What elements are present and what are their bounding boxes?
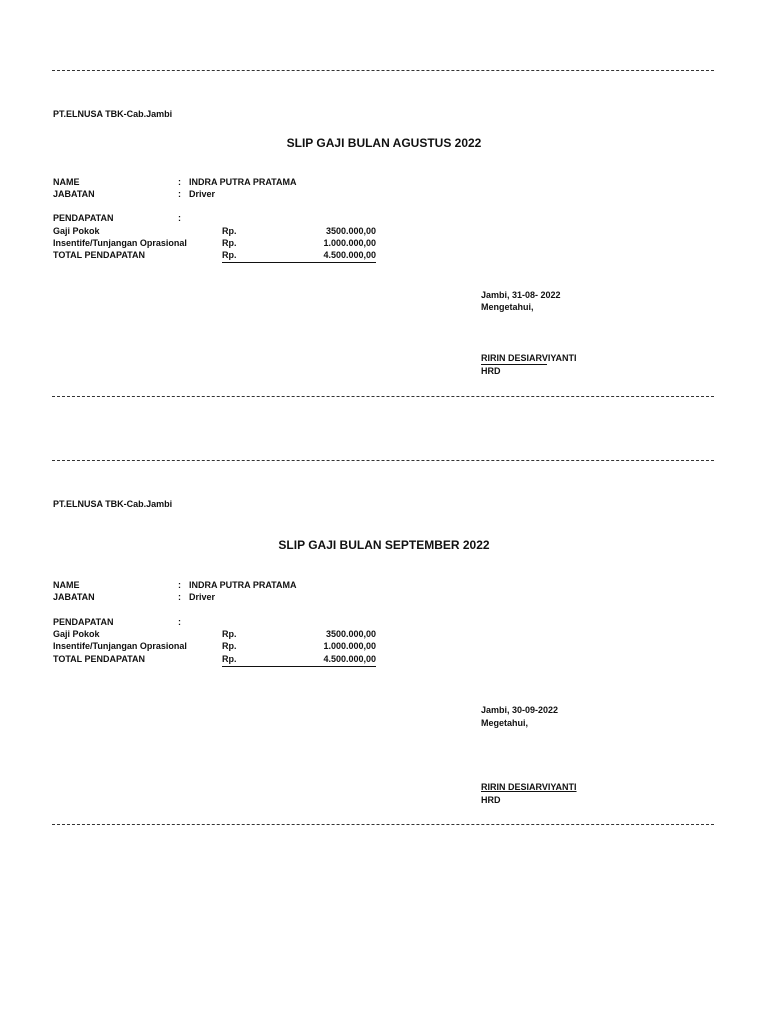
signer-title: HRD: [481, 795, 501, 805]
label-gaji-pokok: Gaji Pokok: [53, 226, 100, 236]
employee-name: INDRA PUTRA PRATAMA: [189, 177, 297, 187]
amount-gaji-pokok: 3500.000,00: [325, 629, 376, 639]
label-insentif: Insentife/Tunjangan Oprasional: [53, 238, 187, 248]
currency-gaji-pokok: Rp.: [222, 226, 237, 236]
cut-line-bottom: [52, 824, 714, 825]
label-jabatan: JABATAN: [53, 592, 95, 602]
mengetahui-label: Megetahui,: [481, 718, 529, 728]
colon: :: [178, 580, 181, 590]
slip-title: SLIP GAJI BULAN SEPTEMBER 2022: [278, 538, 490, 552]
cut-line-bottom: [52, 396, 714, 397]
employee-name: INDRA PUTRA PRATAMA: [189, 580, 297, 590]
amount-total: 4.500.000,00: [323, 654, 376, 664]
cut-line-top: [52, 70, 714, 71]
currency-insentif: Rp.: [222, 641, 237, 651]
slip-title: SLIP GAJI BULAN AGUSTUS 2022: [286, 136, 482, 150]
label-jabatan: JABATAN: [53, 189, 95, 199]
cut-line-top: [52, 460, 714, 461]
colon: :: [178, 592, 181, 602]
amount-gaji-pokok: 3500.000,00: [325, 226, 376, 236]
place-date: Jambi, 31-08- 2022: [481, 290, 561, 300]
colon: :: [178, 213, 181, 223]
colon: :: [178, 177, 181, 187]
label-name: NAME: [53, 177, 80, 187]
amount-total: 4.500.000,00: [323, 250, 376, 260]
colon: :: [178, 617, 181, 627]
employee-jabatan: Driver: [189, 592, 216, 602]
amount-insentif: 1.000.000,00: [323, 238, 376, 248]
currency-insentif: Rp.: [222, 238, 237, 248]
label-name: NAME: [53, 580, 80, 590]
currency-gaji-pokok: Rp.: [222, 629, 237, 639]
label-pendapatan: PENDAPATAN: [53, 617, 114, 627]
total-underline: [222, 262, 376, 263]
label-gaji-pokok: Gaji Pokok: [53, 629, 100, 639]
currency-total: Rp.: [222, 654, 237, 664]
signer-name: RIRIN DESIARVIYANTI: [481, 353, 577, 363]
amount-insentif: 1.000.000,00: [323, 641, 376, 651]
currency-total: Rp.: [222, 250, 237, 260]
company-name: PT.ELNUSA TBK-Cab.Jambi: [53, 109, 173, 119]
label-pendapatan: PENDAPATAN: [53, 213, 114, 223]
mengetahui-label: Mengetahui,: [481, 302, 534, 312]
signer-title: HRD: [481, 366, 501, 376]
signer-name: RIRIN DESIARVIYANTI: [481, 782, 577, 792]
company-name: PT.ELNUSA TBK-Cab.Jambi: [53, 499, 173, 509]
label-total: TOTAL PENDAPATAN: [53, 250, 145, 260]
colon: :: [178, 189, 181, 199]
employee-jabatan: Driver: [189, 189, 216, 199]
label-total: TOTAL PENDAPATAN: [53, 654, 145, 664]
signer-underline: [481, 364, 547, 365]
label-insentif: Insentife/Tunjangan Oprasional: [53, 641, 187, 651]
place-date: Jambi, 30-09-2022: [481, 705, 559, 715]
total-underline: [222, 666, 376, 667]
